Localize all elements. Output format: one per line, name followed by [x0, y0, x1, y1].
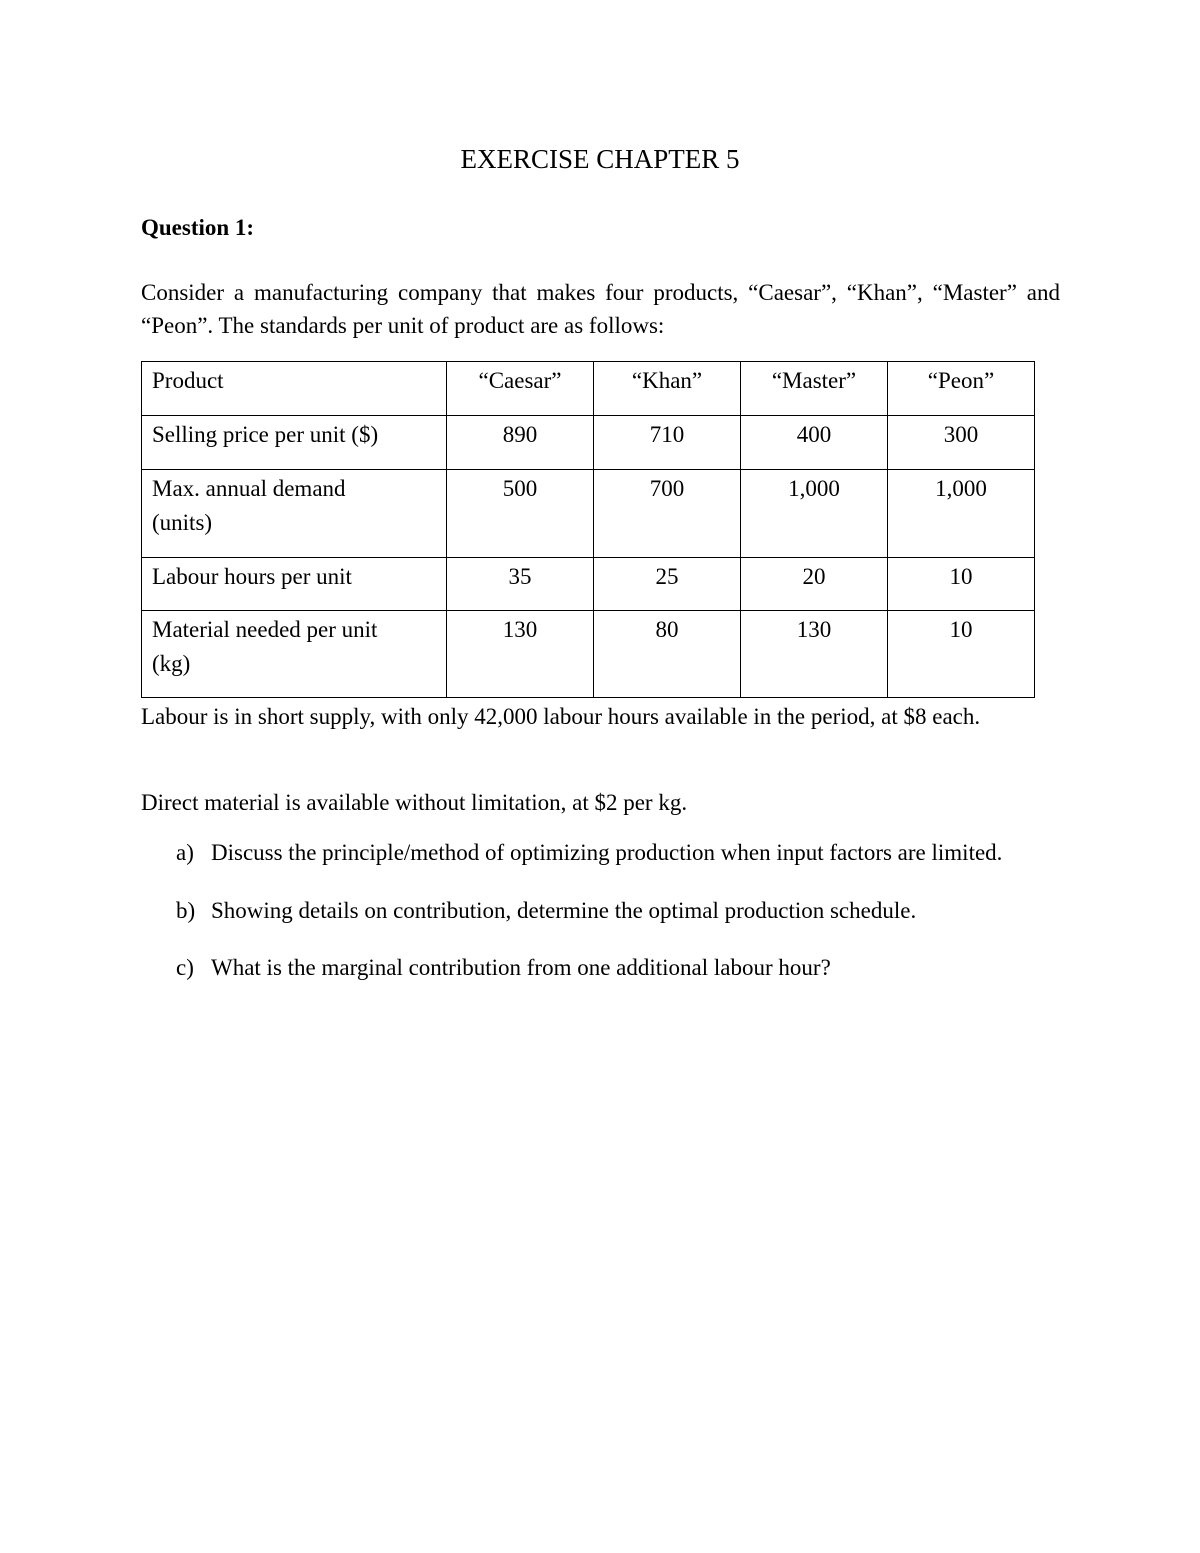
task-marker: b)	[176, 898, 196, 923]
table-cell: 700	[594, 470, 741, 558]
header-cell-khan: “Khan”	[594, 362, 741, 416]
intro-paragraph: Consider a manufacturing company that makes four products, “Caesar”, “Khan”, “Master” and “Peon”. The standards per unit of product are as follows:	[141, 280, 1060, 338]
row-label: Max. annual demand (units)	[142, 470, 447, 558]
task-text: What is the marginal contribution from one additional labour hour?	[211, 955, 831, 980]
list-item	[176, 838, 1036, 868]
row-label: Labour hours per unit	[142, 558, 447, 611]
table-cell: 10	[888, 558, 1035, 611]
table-row	[142, 611, 1035, 698]
table-cell: 710	[594, 416, 741, 470]
table-row	[142, 416, 1035, 470]
table-cell: 890	[447, 416, 594, 470]
table-row	[142, 470, 1035, 558]
table-row	[142, 558, 1035, 611]
labour-supply-note: Labour is in short supply, with only 42,000 labour hours available in the period, at $8 each.	[141, 704, 981, 729]
table-cell: 35	[447, 558, 594, 611]
task-text: Showing details on contribution, determine the optimal production schedule.	[211, 898, 917, 923]
table-cell: 10	[888, 611, 1035, 698]
task-marker: c)	[176, 955, 194, 980]
page-title: EXERCISE CHAPTER 5	[460, 144, 740, 174]
table-cell: 400	[741, 416, 888, 470]
table-cell: 1,000	[741, 470, 888, 558]
task-text: Discuss the principle/method of optimizing production when input factors are limited.	[211, 840, 1003, 865]
header-cell-product: Product	[142, 362, 447, 416]
table-cell: 80	[594, 611, 741, 698]
table-header-row	[142, 362, 1035, 416]
header-cell-peon: “Peon”	[888, 362, 1035, 416]
table-cell: 1,000	[888, 470, 1035, 558]
standards-table	[141, 361, 1035, 698]
task-marker: a)	[176, 840, 194, 865]
table-cell: 500	[447, 470, 594, 558]
header-cell-master: “Master”	[741, 362, 888, 416]
row-label: Selling price per unit ($)	[142, 416, 447, 470]
question-heading: Question 1:	[141, 215, 255, 240]
table-cell: 20	[741, 558, 888, 611]
table-cell: 130	[447, 611, 594, 698]
table-cell: 130	[741, 611, 888, 698]
material-availability-note: Direct material is available without limitation, at $2 per kg.	[141, 790, 688, 815]
task-list	[176, 838, 1036, 983]
table-cell: 25	[594, 558, 741, 611]
header-cell-caesar: “Caesar”	[447, 362, 594, 416]
row-label: Material needed per unit (kg)	[142, 611, 447, 698]
table-cell: 300	[888, 416, 1035, 470]
list-item	[176, 953, 1036, 983]
list-item	[176, 896, 1036, 926]
